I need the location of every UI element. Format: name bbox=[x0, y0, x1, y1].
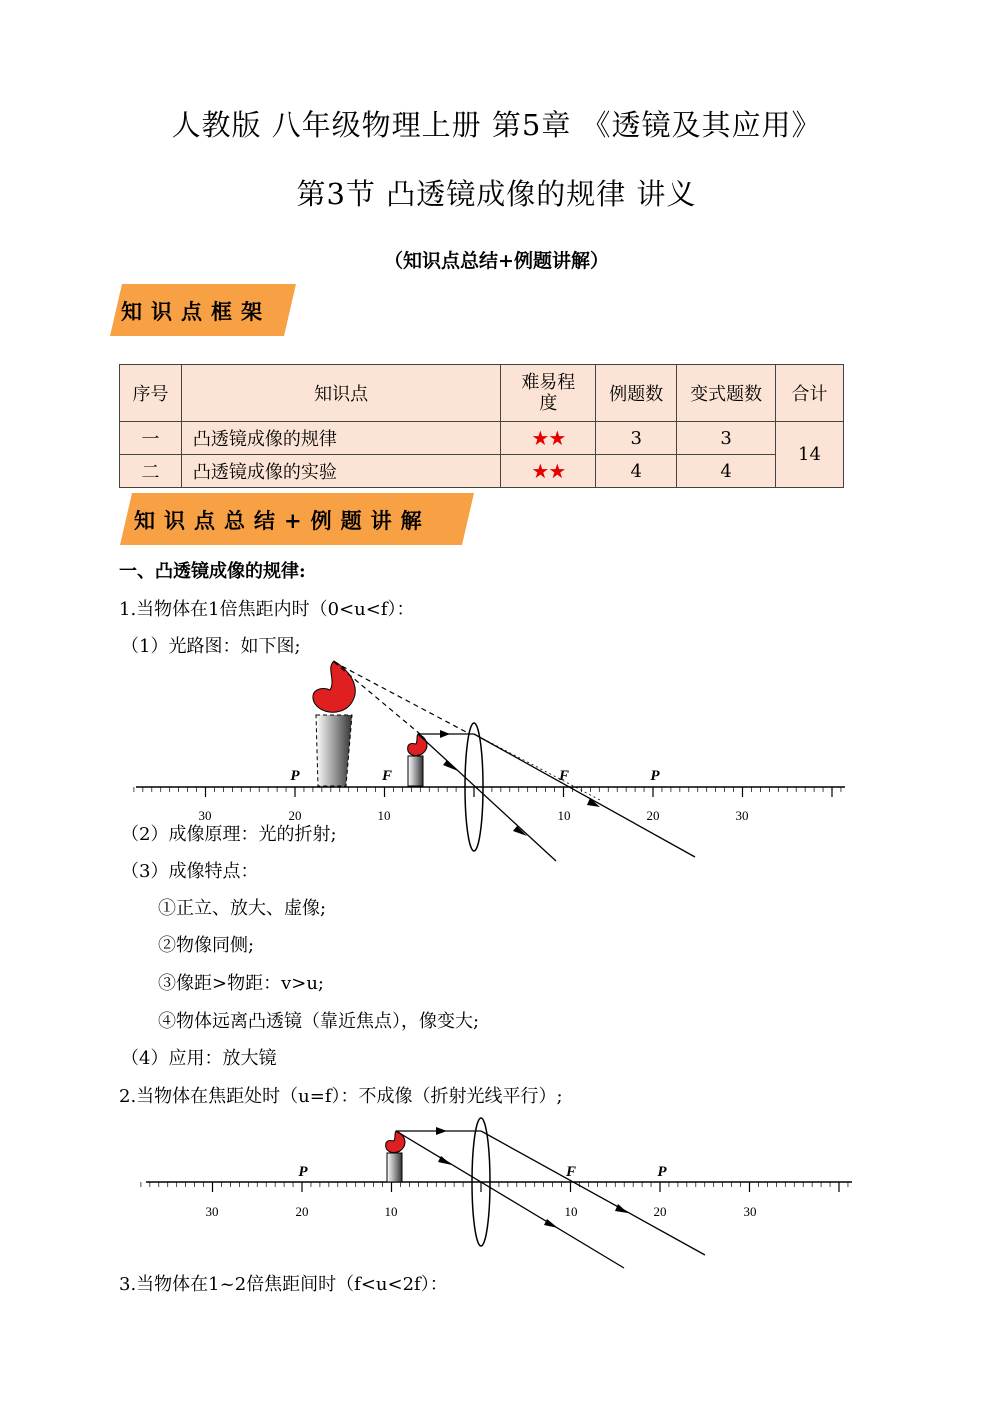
header-difficulty-line1: 难易程 bbox=[521, 372, 576, 393]
row-examples: 3 bbox=[596, 422, 677, 455]
framework-banner-label: 知识点框架 bbox=[121, 299, 271, 324]
header-difficulty bbox=[501, 365, 596, 422]
row-topic: 凸透镜成像的实验 bbox=[181, 455, 500, 488]
tick-label: 10 bbox=[384, 1204, 398, 1219]
tick-label: 20 bbox=[288, 808, 302, 823]
header-variants: 变式题数 bbox=[677, 365, 776, 422]
tick-label: 30 bbox=[743, 1204, 757, 1219]
row-variants: 4 bbox=[677, 455, 776, 488]
summary-banner bbox=[120, 493, 474, 545]
case3-title: 3.当物体在1~2倍焦距间时（f<u<2f）： bbox=[119, 1274, 448, 1295]
tick-label: 30 bbox=[205, 1204, 219, 1219]
point-label-p: P bbox=[298, 1164, 308, 1180]
case1-feature3: ③像距>物距：v>u; bbox=[158, 973, 324, 994]
summary-banner-label: 知识点总结+例题讲解 bbox=[134, 508, 431, 533]
row-variants: 3 bbox=[677, 422, 776, 455]
row-stars: ★★ bbox=[501, 422, 596, 455]
tick-label: 30 bbox=[735, 808, 749, 823]
tick-label: 10 bbox=[557, 808, 571, 823]
point-label-f: F bbox=[565, 1164, 577, 1180]
header-total: 合计 bbox=[776, 365, 844, 422]
document-subtitle: （知识点总结+例题讲解） bbox=[384, 250, 609, 272]
point-label-p: P bbox=[657, 1164, 667, 1180]
point-label-f: F bbox=[558, 768, 570, 784]
section-title: 第3节 凸透镜成像的规律 讲义 bbox=[296, 177, 697, 211]
table-row bbox=[120, 422, 844, 455]
object-candle bbox=[386, 1131, 405, 1182]
case2-title: 2.当物体在焦距处时（u=f）：不成像（折射光线平行）; bbox=[119, 1086, 563, 1107]
ray-diagram-2 bbox=[140, 1112, 855, 1272]
case1-item3: （3）成像特点： bbox=[121, 861, 259, 882]
tick-label: 20 bbox=[653, 1204, 667, 1219]
arrowheads bbox=[440, 730, 600, 836]
row-no: 一 bbox=[120, 422, 182, 455]
light-rays bbox=[396, 1131, 705, 1268]
light-rays bbox=[418, 734, 695, 861]
case1-item2: （2）成像原理：光的折射; bbox=[121, 824, 337, 845]
row-stars: ★★ bbox=[501, 455, 596, 488]
tick-label: 20 bbox=[646, 808, 660, 823]
case1-feature1: ①正立、放大、虚像; bbox=[158, 898, 327, 919]
header-no: 序号 bbox=[120, 365, 182, 422]
header-examples: 例题数 bbox=[596, 365, 677, 422]
flame-icon bbox=[408, 734, 427, 756]
point-label-p: P bbox=[290, 768, 300, 784]
row-examples: 4 bbox=[596, 455, 677, 488]
framework-banner bbox=[110, 284, 296, 336]
case1-item4: （4）应用：放大镜 bbox=[121, 1048, 277, 1069]
document-title: 人教版 八年级物理上册 第5章 《透镜及其应用》 bbox=[171, 108, 822, 142]
tick-label: 10 bbox=[564, 1204, 578, 1219]
row-no: 二 bbox=[120, 455, 182, 488]
table-row bbox=[120, 455, 844, 488]
table-header-row bbox=[120, 365, 844, 422]
header-topic: 知识点 bbox=[181, 365, 500, 422]
section1-heading: 一、凸透镜成像的规律: bbox=[119, 561, 306, 582]
header-difficulty-line2: 度 bbox=[539, 393, 558, 414]
case1-item1: （1）光路图：如下图; bbox=[121, 636, 301, 657]
case1-feature2: ②物像同侧; bbox=[158, 935, 255, 956]
row-topic: 凸透镜成像的规律 bbox=[181, 422, 500, 455]
tick-label: 20 bbox=[295, 1204, 309, 1219]
tick-label: 10 bbox=[377, 808, 391, 823]
knowledge-table bbox=[119, 364, 844, 488]
axis bbox=[130, 787, 845, 797]
virtual-image-candle bbox=[313, 661, 355, 786]
object-candle bbox=[408, 734, 427, 786]
tick-label: 30 bbox=[198, 808, 212, 823]
point-label-f: F bbox=[381, 768, 393, 784]
case1-feature4: ④物体远离凸透镜（靠近焦点），像变大; bbox=[158, 1011, 480, 1032]
row-total: 14 bbox=[776, 422, 844, 488]
case1-title: 1.当物体在1倍焦距内时（0<u<f）： bbox=[119, 599, 415, 620]
point-label-p: P bbox=[650, 768, 660, 784]
flame-icon bbox=[313, 661, 355, 712]
